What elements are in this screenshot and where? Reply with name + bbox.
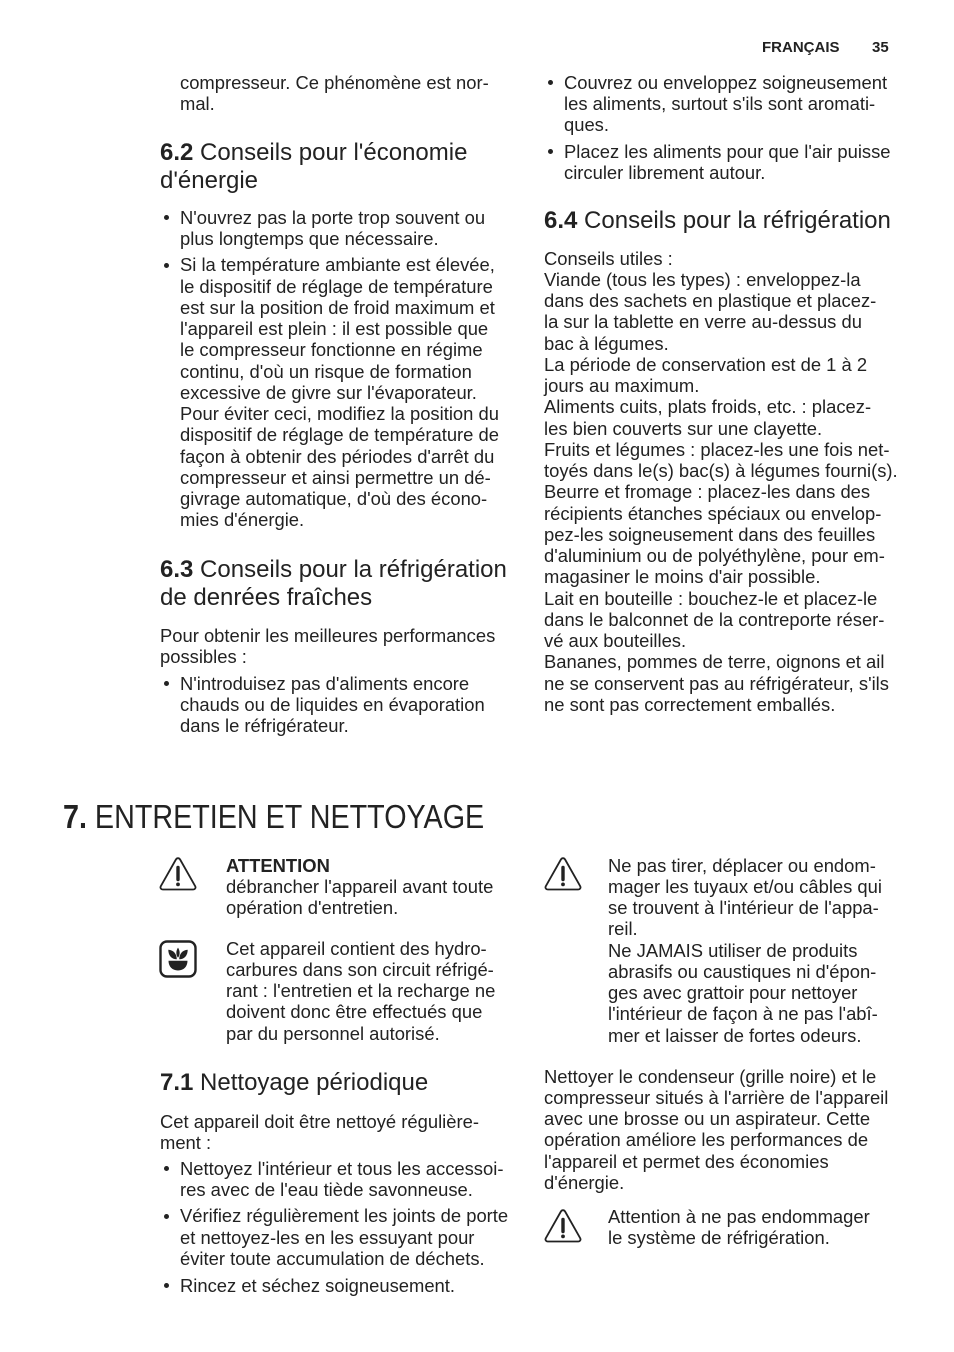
bullet-item [160,1205,520,1269]
text-line: avec une brosse ou un aspirateur. Cette [544,1108,871,1129]
text-line: mager les tuyaux et/ou câbles qui [608,875,882,897]
section-6-3-heading [160,556,507,612]
text-line: vé aux bouteilles. [544,630,687,651]
text-line: Cet appareil contient des hydro- [226,937,487,959]
bullet-text-line: le dispositif de réglage de température [180,275,493,297]
bullet-text-line: res avec de l'eau tiède savonneuse. [180,1178,473,1200]
text-line: Aliments cuits, plats froids, etc. : placez- [544,396,872,418]
text-line: ne se conservent pas au réfrigérateur, s'ils [544,672,889,694]
text-line: abrasifs ou caustiques ni d'épon- [608,960,877,982]
section-number: 7.1 [160,1069,194,1096]
bullet-text-line: Placez les aliments pour que l'air puisse [564,140,891,162]
text-line: le système de réfrigération. [608,1226,830,1248]
text-line: possibles : [160,645,247,667]
text-line: d'aluminium ou de polyéthylène, pour em- [544,545,885,566]
bullet-text-line: Pour éviter ceci, modifiez la position du [180,403,499,425]
storage-bullet-list [544,72,904,184]
section-6-3-intro [160,625,495,668]
text-line: Beurre et fromage : placez-les dans des [544,481,871,503]
section-7-1-bullet-list [160,1158,520,1296]
section-6-2-heading [160,139,467,195]
bullet-text-line: excessive de givre sur l'évaporateur. [180,381,477,403]
text-line: jours au maximum. [544,375,700,396]
bullet-item [160,673,520,737]
bullet-text-line: N'ouvrez pas la porte trop souvent ou [180,206,486,228]
environment-plant-icon [159,940,197,978]
text-line: récipients étanches spéciaux ou envelop- [544,502,882,524]
text-line: Bananes, pommes de terre, oignons et ail [544,651,885,673]
chapter-number: 7. [63,798,87,835]
text-line: Ne pas tirer, déplacer ou endom- [608,854,876,876]
bullet-item [160,1158,520,1201]
bullet-text-line: façon à obtenir des périodes d'arrêt du [180,445,495,467]
attention-note [226,855,493,919]
bullet-text-line: dispositif de réglage de température de [180,424,499,446]
text-line: Ne JAMAIS utiliser de produits [608,939,858,961]
bullet-text-line: plus longtemps que nécessaire. [180,227,439,249]
text-line: compresseur. Ce phénomène est nor- [180,71,489,93]
bullet-text-line: continu, d'où un risque de formation [180,360,472,382]
section-7-1-intro [160,1111,479,1154]
bullet-text-line: et nettoyez-les en les essuyant pour [180,1226,475,1248]
bullet-text-line: dans le réfrigérateur. [180,715,349,736]
text-line: d'énergie. [544,1171,625,1193]
text-line: reil. [608,918,638,940]
bullet-text-line: givrage automatique, d'où des écono- [180,488,488,510]
bullet-text-line: mies d'énergie. [180,509,305,531]
text-line: opération améliore les performances de [544,1129,869,1151]
section-title-line: d'énergie [160,167,258,194]
section-title-line: de denrées fraîches [160,584,373,611]
section-number: 6.2 [160,139,194,166]
section-number: 6.4 [544,207,578,234]
bullet-text-line: Couvrez ou enveloppez soigneusement [564,71,888,93]
bullet-text-line: est sur la position de froid maximum et [180,296,495,318]
bullet-dot [548,80,553,85]
text-line: la sur la tablette en verre au-dessus du [544,311,862,333]
bullet-text-line: le compresseur fonctionne en régime [180,339,483,361]
text-line: Cet appareil doit être nettoyé régulière- [160,1110,479,1132]
page-header [762,39,892,57]
text-line: Nettoyer le condenseur (grille noire) et le [544,1065,877,1087]
text-line: magasiner le moins d'air possible. [544,566,821,588]
section-6-4-heading [544,207,891,235]
bullet-text-line: chauds ou de liquides en évaporation [180,693,485,715]
text-line: Conseils utiles : [544,247,673,269]
text-line: l'intérieur de façon à ne pas l'abî- [608,1003,878,1025]
bullet-text-line: circuler librement autour. [564,161,766,183]
section-title-line: Conseils pour l'économie [200,139,468,166]
bullet-dot [164,215,169,220]
bullet-text-line: ques. [564,114,609,135]
text-line: se trouvent à l'intérieur de l'appa- [608,897,879,918]
bullet-dot [164,1214,169,1219]
page-number: 35 [872,39,889,56]
bullet-item [160,207,520,250]
section-number: 6.3 [160,556,194,583]
text-line: dans le balconnet de la contreporte réser- [544,608,885,630]
section-6-3-bullet-list [160,673,520,737]
condenser-cleaning-paragraph [544,1066,888,1194]
warning-triangle-icon [159,856,197,891]
warning-note-cleaning [608,855,882,1046]
text-line: par du personnel autorisé. [226,1022,440,1044]
text-line: pez-les soigneusement dans des feuilles [544,523,876,545]
bullet-text-line: compresseur et ainsi permettre un dé- [180,466,491,488]
text-line: doivent donc être effectués que [226,1001,483,1023]
text-line: ment : [160,1131,212,1153]
text-line: dans des sachets en plastique et placez- [544,290,877,311]
bullet-item [160,1275,520,1296]
section-title: Conseils pour la réfrigération [584,207,891,234]
text-line: mer et laisser de fortes odeurs. [608,1024,862,1046]
bullet-text-line: Si la température ambiante est élevée, [180,254,495,276]
warning-triangle-icon [544,856,582,891]
bullet-dot [164,681,169,686]
continued-bullet-text [180,72,489,115]
bullet-text-line: N'introduisez pas d'aliments encore [180,672,470,694]
text-line: ne sont pas correctement emballés. [544,693,836,715]
text-line: Fruits et légumes : placez-les une fois net- [544,438,890,460]
header-language: FRANÇAIS [762,39,840,56]
section-7-1-heading [160,1069,428,1097]
bullet-dot [164,1283,169,1288]
section-6-2-bullet-list [160,207,520,531]
warning-note-refrigeration-system [608,1206,870,1249]
text-line: carbures dans son circuit réfrigé- [226,958,494,980]
bullet-text-line: l'appareil est plein : il est possible que [180,318,489,340]
section-title: Nettoyage périodique [200,1069,429,1096]
bullet-text-line: Vérifiez régulièrement les joints de porte [180,1205,509,1227]
text-line: les bien couverts sur une clayette. [544,417,823,439]
text-line: mal. [180,92,215,114]
bullet-dot [548,149,553,154]
text-line: débrancher l'appareil avant toute [226,875,494,897]
text-line: toyés dans le(s) bac(s) à légumes fourni(s). [544,460,898,481]
warning-triangle-icon [544,1208,582,1243]
section-title-line: Conseils pour la réfrigération [200,556,507,583]
text-line: bac à légumes. [544,332,669,354]
text-line: opération d'entretien. [226,897,399,918]
bullet-text-line: les aliments, surtout s'ils sont aromati- [564,92,876,114]
text-line: Pour obtenir les meilleures performances [160,624,496,646]
attention-label: ATTENTION [226,854,330,876]
bullet-text-line: Rincez et séchez soigneusement. [180,1274,455,1296]
section-6-4-body [544,248,898,716]
text-line: compresseur situés à l'arrière de l'appareil [544,1086,889,1108]
bullet-item [544,72,904,136]
bullet-item [544,141,904,184]
chapter-7-heading [63,798,484,836]
text-line: La période de conservation est de 1 à 2 [544,353,868,375]
text-line: Viande (tous les types) : enveloppez-la [544,268,861,290]
bullet-text-line: éviter toute accumulation de déchets. [180,1247,485,1269]
chapter-title: ENTRETIEN ET NETTOYAGE [94,798,485,835]
text-line: Lait en bouteille : bouchez-le et placez-le [544,587,878,609]
text-line: Attention à ne pas endommager [608,1205,870,1227]
text-line: rant : l'entretien et la recharge ne [226,980,496,1001]
environment-note [226,938,495,1044]
bullet-item [160,254,520,530]
text-line: ges avec grattoir pour nettoyer [608,982,858,1003]
bullet-dot [164,1166,169,1171]
bullet-dot [164,263,169,268]
text-line: l'appareil et permet des économies [544,1150,829,1172]
bullet-text-line: Nettoyez l'intérieur et tous les accessoi- [180,1157,504,1179]
